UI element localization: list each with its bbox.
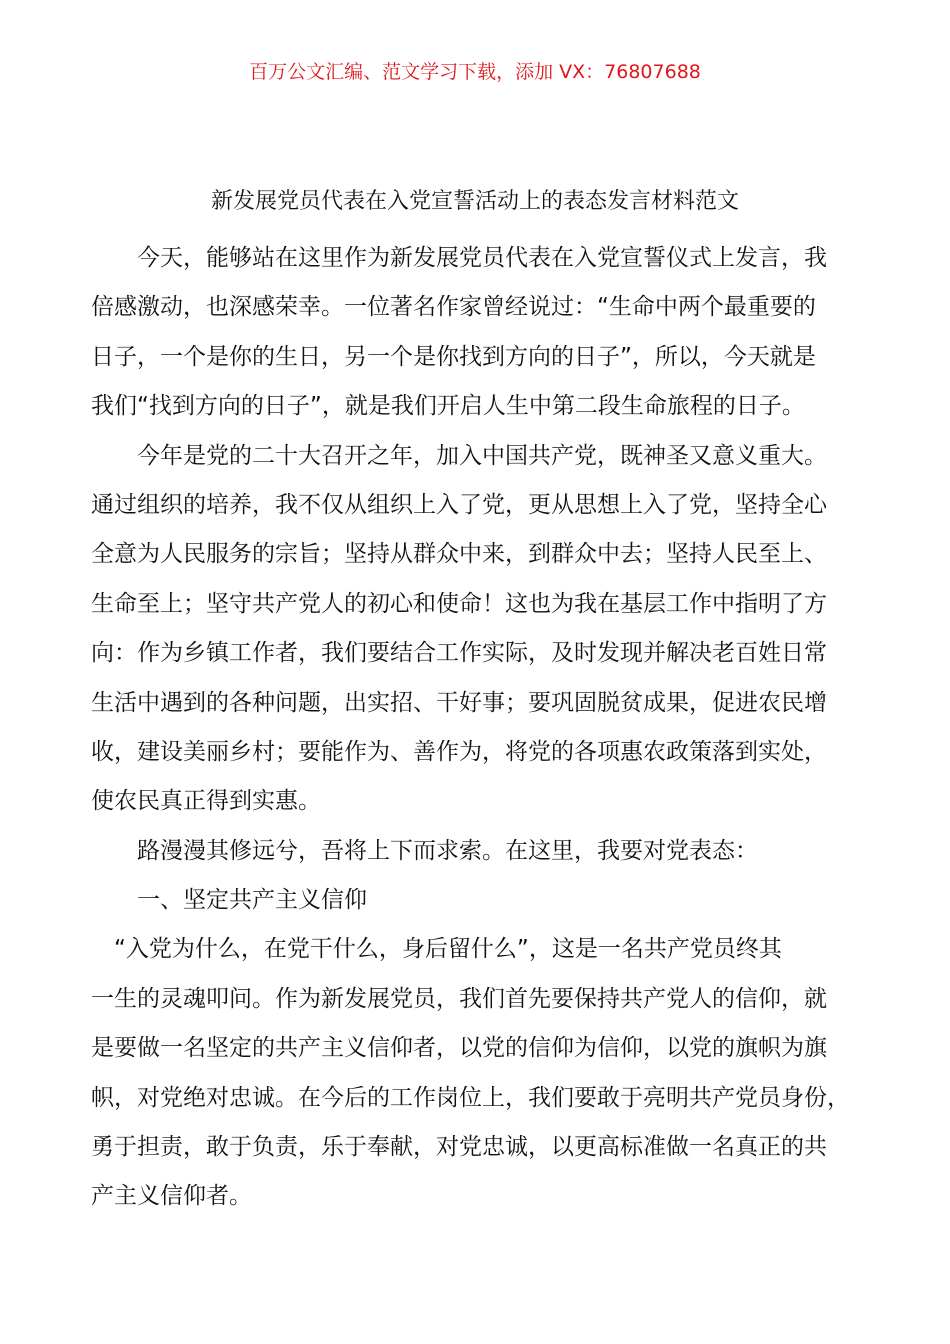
text-line: 生命至上；坚守共产党人的初心和使命！这也为我在基层工作中指明了方: [91, 590, 827, 617]
text-line: “入党为什么，在党干什么，身后留什么”，这是一名共产党员终其: [91, 936, 782, 963]
text-line: 向：作为乡镇工作者，我们要结合工作实际，及时发现并解决老百姓日常: [91, 640, 827, 667]
text-line: 产主义信仰者。: [91, 1183, 252, 1210]
document-title: 新发展党员代表在入党宣誓活动上的表态发言材料范文: [210, 189, 739, 214]
text-line: 倍感激动，也深感荣幸。一位著名作家曾经说过：“生命中两个最重要的: [91, 294, 816, 321]
text-line: 是要做一名坚定的共产主义信仰者，以党的信仰为信仰，以党的旗帜为旗: [91, 1035, 827, 1062]
text-line: 日子，一个是你的生日，另一个是你找到方向的日子”，所以，今天就是: [91, 343, 816, 370]
document-body: [91, 238, 861, 1226]
text-line: 今年是党的二十大召开之年，加入中国共产党，既神圣又意义重大。: [91, 442, 827, 469]
text-line: 帜，对党绝对忠诚。在今后的工作岗位上，我们要敢于亮明共产党员身份，: [91, 1084, 850, 1111]
text-line: 收，建设美丽乡村；要能作为、善作为，将党的各项惠农政策落到实处，: [91, 738, 827, 765]
text-line: 路漫漫其修远兮，吾将上下而求索。在这里，我要对党表态：: [91, 837, 758, 864]
text-line: 一、坚定共产主义信仰: [91, 887, 367, 914]
text-line: 生活中遇到的各种问题，出实招、干好事；要巩固脱贫成果，促进农民增: [91, 689, 827, 716]
text-line: 一生的灵魂叩问。作为新发展党员，我们首先要保持共产党人的信仰，就: [91, 985, 827, 1012]
watermark-header: 百万公文汇编、范文学习下载，添加 VX：76807688: [249, 61, 701, 83]
text-line: 使农民真正得到实惠。: [91, 788, 321, 815]
text-line: 今天，能够站在这里作为新发展党员代表在入党宣誓仪式上发言，我: [91, 245, 827, 271]
text-line: 全意为人民服务的宗旨；坚持从群众中来，到群众中去；坚持人民至上、: [91, 541, 827, 568]
text-line: 勇于担责，敢于负责，乐于奉献，对党忠诚，以更高标准做一名真正的共: [91, 1134, 827, 1161]
text-line: 通过组织的培养，我不仅从组织上入了党，更从思想上入了党，坚持全心: [91, 491, 827, 518]
text-line: 我们“找到方向的日子”，就是我们开启人生中第二段生命旅程的日子。: [91, 393, 805, 420]
